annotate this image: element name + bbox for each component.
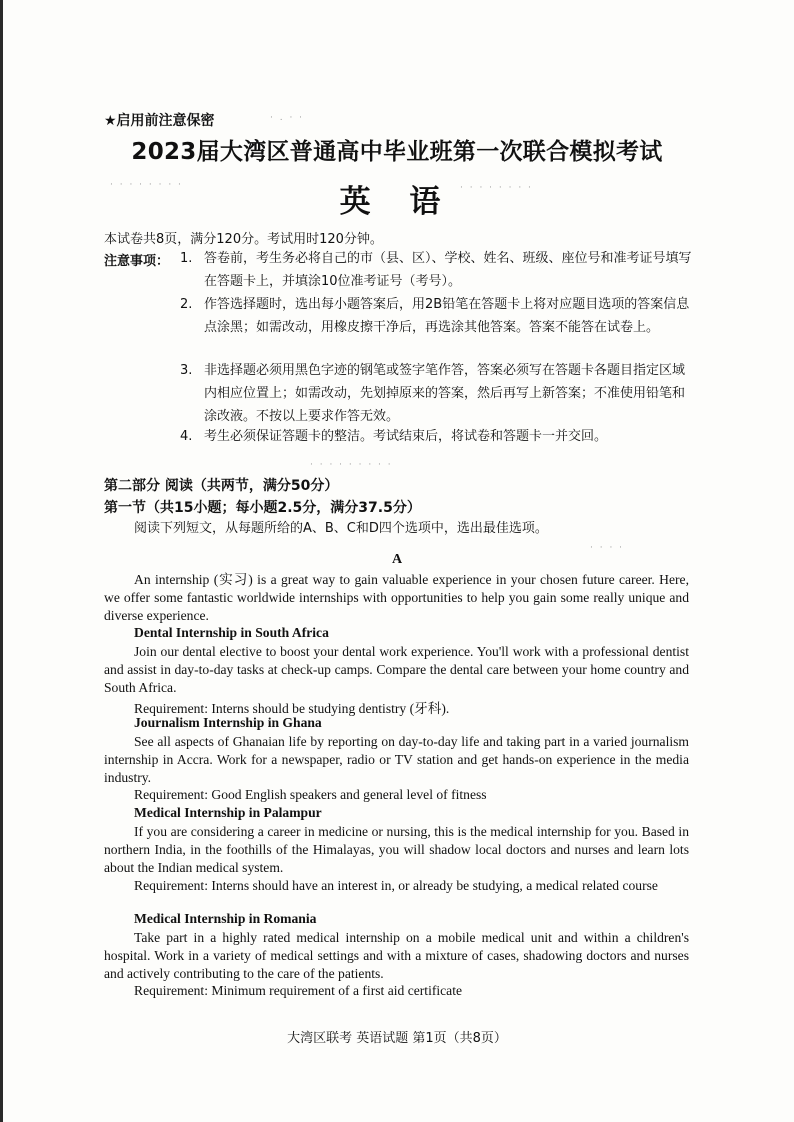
- internship-body: If you are considering a career in medicine or nursing, this is the medical internship for you. Based in northern India, in the foothills of the Himalayas, you will shadow local doctors and nurses and learn lots about the Indian medical system.: [104, 824, 689, 875]
- scan-noise: · · · · · · · · ·: [310, 460, 393, 470]
- note-number: 1.: [180, 251, 193, 266]
- page-footer: 大湾区联考 英语试题 第1页（共8页）: [287, 1031, 507, 1046]
- section-instruction: 阅读下列短文，从每题所给的A、B、C和D四个选项中，选出最佳选项。: [134, 521, 548, 536]
- note-text: 考生必须保证答题卡的整洁。考试结束后，将试卷和答题卡一并交回。: [204, 429, 608, 444]
- note-item: [180, 247, 692, 293]
- part2-heading: 第二部分 阅读（共两节，满分50分）: [104, 478, 339, 494]
- section1-heading: 第一节（共15小题；每小题2.5分，满分37.5分）: [104, 500, 421, 516]
- internship-title: Journalism Internship in Ghana: [134, 715, 322, 730]
- note-text: 答卷前，考生务必将自己的市（县、区）、学校、姓名、班级、座位号和准考证号填写在答题卡上，并填涂10位准考证号（考号）。: [204, 251, 692, 289]
- internship-body: Take part in a highly rated medical internship on a mobile medical unit and within a children's hospital. Work in a variety of medical settings and with a mixture of cases, shadowing doctors and nurses and actively contributing to the care of the patients.: [104, 930, 689, 981]
- internship-requirement: Requirement: Good English speakers and general level of fitness: [134, 787, 487, 802]
- scan-noise: · · · ·: [590, 543, 625, 553]
- note-item: [180, 293, 692, 339]
- note-text: 非选择题必须用黑色字迹的钢笔或签字笔作答，答案必须写在答题卡各题目指定区域内相应位置上；如需改动，先划掉原来的答案，然后再写上新答案；不准使用铅笔和涂改液。不按以上要求作答无效。: [204, 363, 686, 424]
- internship-requirement: Requirement: Interns should be studying dentistry (牙科).: [134, 701, 450, 716]
- internship-body: Join our dental elective to boost your dental work experience. You'll work with a professional dentist and assist in day-to-day tasks at check-up camps. Compare the dental care between your home country and South Africa.: [104, 644, 689, 695]
- note-number: 3.: [180, 363, 193, 378]
- note-item: [180, 359, 692, 428]
- internship-title: Dental Internship in South Africa: [134, 625, 329, 640]
- exam-info: 本试卷共8页，满分120分。考试用时120分钟。: [104, 232, 383, 247]
- internship-requirement: Requirement: Interns should have an interest in, or already be studying, a medical related course: [134, 878, 658, 893]
- passage-label: A: [391, 552, 403, 567]
- notes-label: 注意事项：: [104, 254, 170, 269]
- exam-title: 2023届大湾区普通高中毕业班第一次联合模拟考试: [131, 139, 663, 165]
- note-number: 4.: [180, 429, 193, 444]
- internship-title: Medical Internship in Romania: [134, 911, 317, 926]
- internship-title: Medical Internship in Palampur: [134, 805, 322, 820]
- scan-noise: · . · ·: [270, 113, 305, 123]
- confidential-notice: ★启用前注意保密: [104, 113, 215, 129]
- internship-requirement: Requirement: Minimum requirement of a first aid certificate: [134, 983, 463, 998]
- subject-title: 英 语: [339, 184, 455, 220]
- passage-intro: An internship (实习) is a great way to gain valuable experience in your chosen future career. Here, we offer some fantastic worldwide internships with opportunities to help you gain some really unique and diverse experience.: [104, 572, 689, 623]
- note-number: 2.: [180, 297, 193, 312]
- note-item: [180, 425, 692, 448]
- scan-noise: · · · · · · · ·: [460, 183, 533, 193]
- internship-body: See all aspects of Ghanaian life by reporting on day-to-day life and taking part in a varied journalism internship in Accra. Work for a newspaper, radio or TV station and get hands-on experience in the media industry.: [104, 734, 689, 785]
- note-text: 作答选择题时，选出每小题答案后，用2B铅笔在答题卡上将对应题目选项的答案信息点涂黑；如需改动，用橡皮擦干净后，再选涂其他答案。答案不能答在试卷上。: [204, 297, 690, 335]
- scan-noise: · · · · · · · ·: [110, 180, 183, 190]
